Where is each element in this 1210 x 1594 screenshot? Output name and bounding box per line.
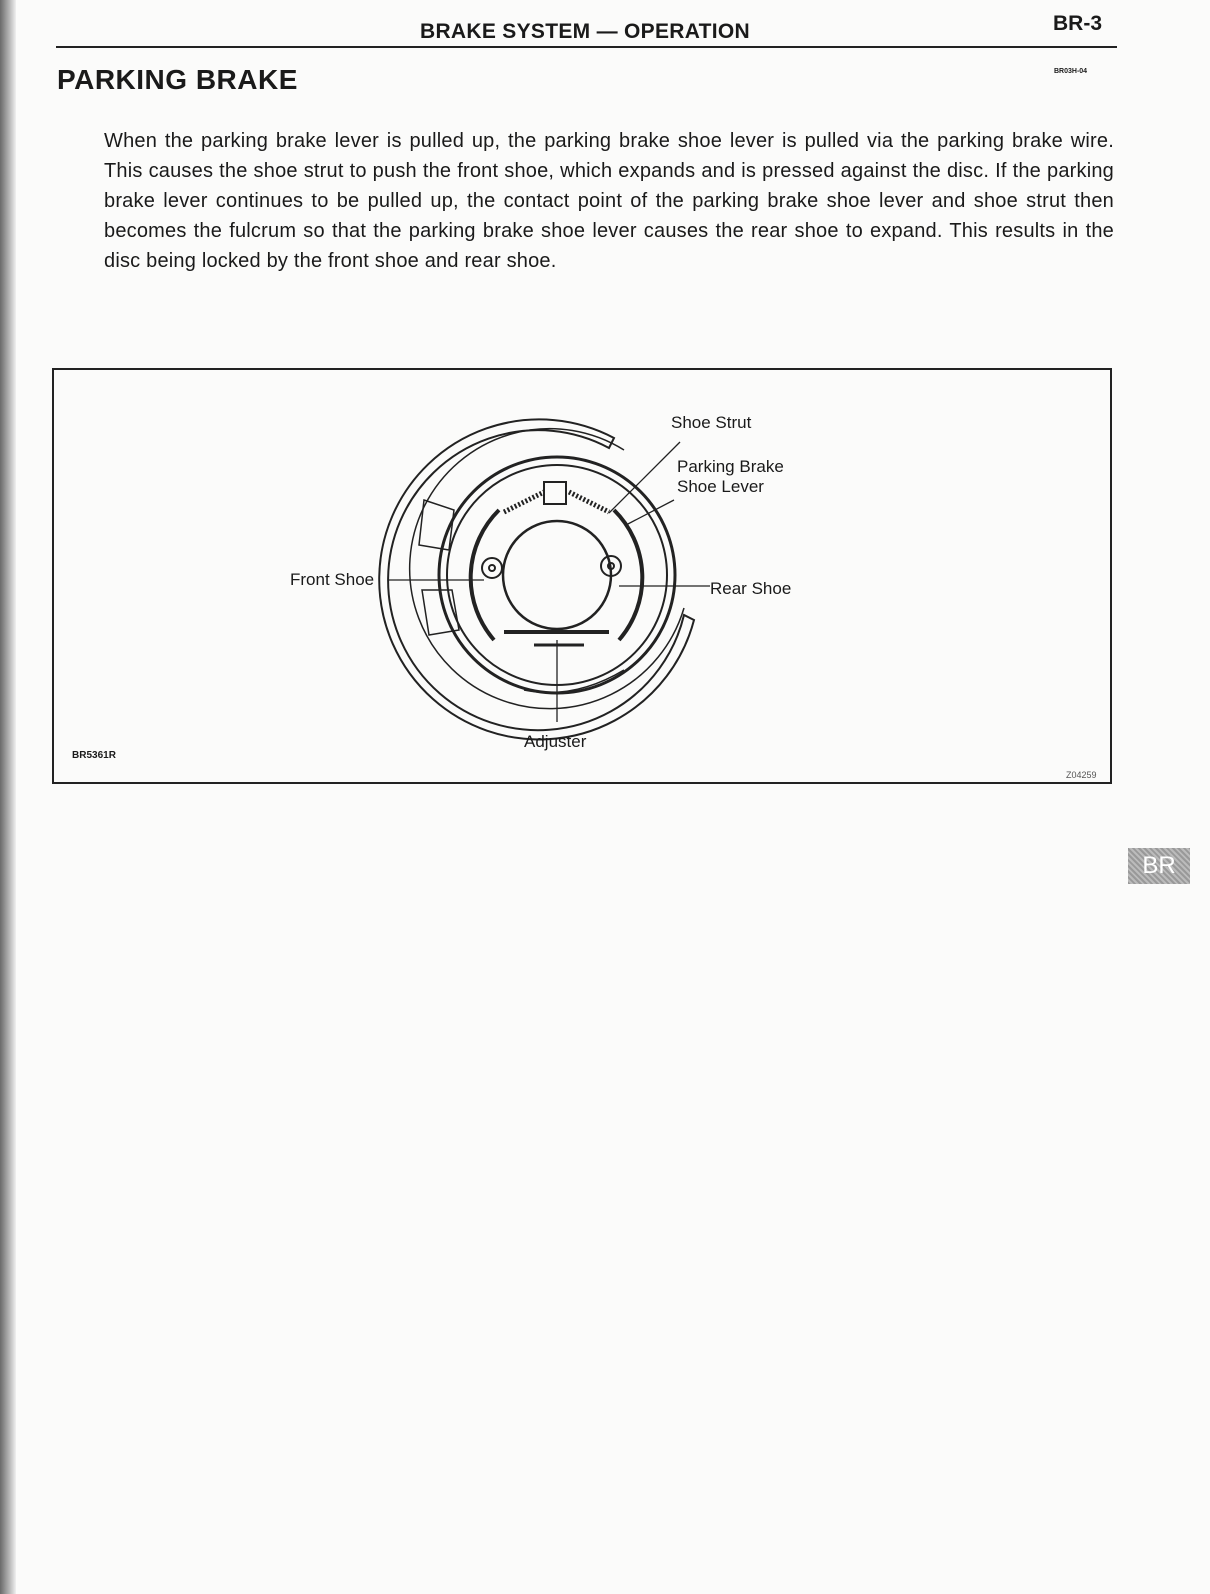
body-paragraph: When the parking brake lever is pulled up, the parking brake shoe lever is pulled via the parking brake wire. This causes the shoe strut to push the front shoe, which expands and is pressed against the disc. If the parking brake lever continues to be pulled up, the contact point of the parking brake shoe lever and shoe strut then becomes the fulcrum so that the parking brake shoe lever causes the rear shoe to expand. This results in the disc being locked by the front shoe and rear shoe. (104, 130, 1114, 272)
page-title: PARKING BRAKE (57, 64, 298, 95)
page-number: BR-3 (1053, 12, 1103, 35)
header-rule (56, 46, 1117, 48)
label-shoe-strut: Shoe Strut (671, 413, 752, 432)
label-front-shoe: Front Shoe (290, 570, 375, 589)
parking-brake-diagram (54, 370, 1110, 782)
drawing-id: Z04259 (1066, 770, 1097, 780)
figure-id: BR5361R (72, 750, 116, 761)
label-adjuster: Adjuster (524, 732, 587, 751)
figure-box (52, 368, 1112, 784)
reference-code: BR03H-04 (1054, 68, 1088, 75)
scan-edge-shadow (0, 0, 16, 1594)
section-tab-br: BR (1128, 848, 1190, 884)
label-parking-brake-shoe-lever-2: Shoe Lever (677, 477, 764, 496)
section-header: BRAKE SYSTEM — OPERATION (420, 20, 751, 43)
label-parking-brake-shoe-lever-1: Parking Brake (677, 457, 784, 476)
label-rear-shoe: Rear Shoe (710, 579, 792, 598)
